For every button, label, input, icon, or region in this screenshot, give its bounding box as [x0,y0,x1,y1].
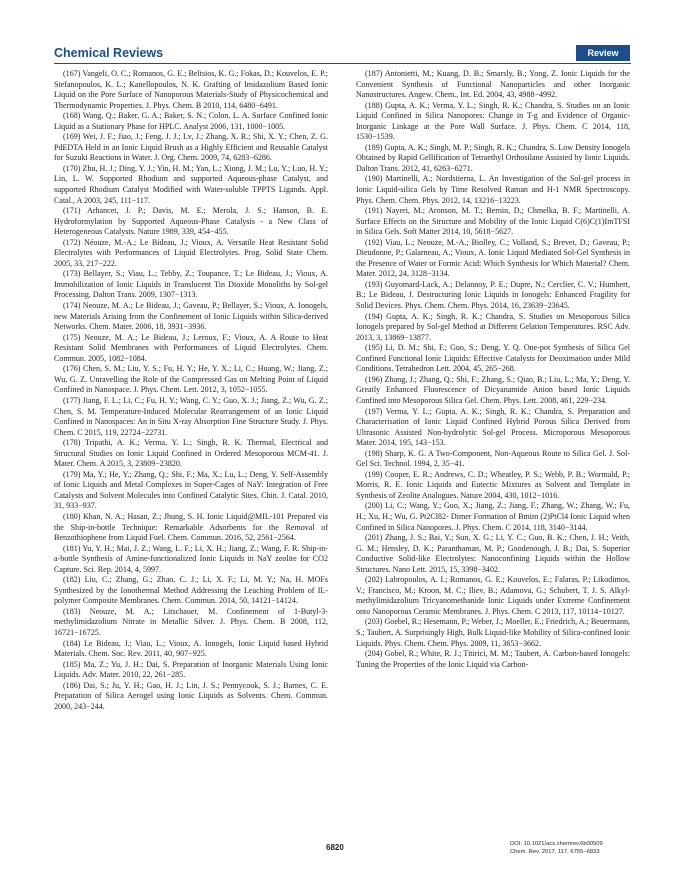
reference-entry: (177) Jiang, F. L.; Li, C.; Fu, H. Y.; Wang, C. Y.; Guo, X. J.; Jiang, Z.; Wu, G. Z.; Chen, S. M. Temperature-Induced Molecular Rearrangement of an Ionic Liquid Confined in Nanospaces: An in Situ X-ray Absorption Fine Structure Study. J. Phys. Chem. C 2015, 119, 22724−22731. [54,395,328,437]
reference-entry: (180) Khan, N. A.; Hasan, Z.; Jhung, S. H. Ionic Liquid@MIL-101 Prepared via the Ship-in-bottle Technique: Remarkable Adsorbents for the Removal of Benzothiophene from Liquid Fuel. Chem. Commun. 2016, 52, 2561−2564. [54,511,328,543]
article-type-badge: Review [576,45,630,61]
reference-entry: (204) Gobel, R.; White, R. J.; Titirici, M. M.; Taubert, A. Carbon-based Ionogels: Tuning the Properties of the Ionic Liquid via Carbon- [356,649,630,669]
reference-entry: (188) Gupta, A. K.; Verma, Y. L.; Singh, R. K.; Chandra, S. Studies on an Ionic Liquid Confined in Silica Nanopores: Change in T-g and Evidence of Organic-Inorganic Linkage at the Pore Wall Surface. J. Phys. Chem. C 2014, 118, 1530−1539. [356,100,630,142]
reference-entry: (192) Viau, L.; Neouze, M.-A.; Biolley, C.; Volland, S.; Brevet, D.; Gaveau, P.; Dieudonne, P.; Galarneau, A.; Vioux, A. Ionic Liquid Mediated Sol-Gel Synthesis in the Presence of Water or Formic Acid: Which Synthesis for Which Material? Chem. Mater. 2012, 24, 3128−3134. [356,237,630,279]
reference-entry: (182) Liu, C.; Zhang, G.; Zhao, C. J.; Li, X. F.; Li, M. Y.; Na, H. MOFs Synthesized by the Ionothermal Method Addressing the Leaching Problem of IL-polymer Composite Membranes. Chem. Commun. 2014, 50, 14121−14124. [54,575,328,606]
reference-entry: (191) Nayeri, M.; Aronson, M. T.; Bernin, D.; Chmelka, B. F.; Martinelli, A. Surface Effects on the Structure and Mobility of the Ionic Liquid C(6)C(1)ImTFSI in Silica Gels. Soft Matter 2014, 10, 5618−5627. [356,206,630,237]
reference-entry: (174) Neouze, M. A.; Le Bideau, J.; Gaveau, P.; Bellayer, S.; Vioux, A. Ionogels, new Materials Arising from the Confinement of Ionic Liquids within Silica-derived Networks. Chem. Mater. 2006, 18, 3931−3936. [54,301,328,332]
footer-citation-block [510,841,632,856]
reference-entry: (171) Arhancet, J. P.; Davis, M. E.; Merola, J. S.; Hanson, B. E. Hydroformylation by Supported Aqueous-Phase Catalysis - a New Class of Heterogeneous Catalysts. Nature 1989, 339, 454−455. [54,206,328,237]
reference-entry: (200) Li, C.; Wang, Y.; Guo, X.; Jiang, Z.; Jiang, F.; Zhang, W.; Zhang, W.; Fu, H.; Xu, H.; Wu, G. Pt2Cl82- Dimer Formation of Bmim (2)PtCl4 Ionic Liquid when Confined in Silica Nanopores. J. Phys. Chem. C 2014, 118, 3140−3144. [356,501,630,532]
reference-entry: (185) Ma, Z.; Yu, J. H.; Dai, S. Preparation of Inorganic Materials Using Ionic Liquids. Adv. Mater. 2010, 22, 261−285. [54,659,328,680]
page-number: 6820 [326,843,344,852]
references-left-column [54,69,328,829]
reference-entry: (172) Néouze, M.-A.; Le Bideau, J.; Vioux, A. Versatile Heat Resistant Solid Electrolytes with Performances of Liquid Electrolytes. Prog. Solid State Chem. 2005, 33, 217−222. [54,237,328,268]
reference-entry: (189) Gupta, A. K.; Singh, M. P.; Singh, R. K.; Chandra, S. Low Density Ionogels Obtained by Rapid Gellification of Tetraethyl Orthosilane Assisted by Ionic Liquids. Dalton Trans. 2012, 41, 6263−6271. [356,142,630,173]
reference-entry: (187) Antonietti, M.; Kuang, D. B.; Smarsly, B.; Yong, Z. Ionic Liquids for the Convenient Synthesis of Functional Nanoparticles and other Inorganic Nanostructures. Angew. Chem., Int. Ed. 2004, 43, 4988−4992. [356,69,630,100]
reference-entry: (183) Neouze, M. A.; Litschauer, M. Confinement of 1-Butyl-3-methylimidazolium Nitrate in Metallic Silver. J. Phys. Chem. B 2008, 112, 16721−16725. [54,606,328,637]
reference-entry: (168) Wang, Q.; Baker, G. A.; Baker, S. N.; Colon, L. A. Surface Confined Ionic Liquid as a Stationary Phase for HPLC. Analyst 2006, 131, 1000−1005. [54,111,328,131]
references-right-column [356,69,630,849]
header-divider [54,63,631,64]
journal-citation: Chem. Rev. 2017, 117, 6755−6833 [510,848,600,855]
reference-entry: (181) Yu, Y. H.; Mai, J. Z.; Wang, L. F.; Li, X. H.; Jiang, Z.; Wang, F. R. Ship-in-a-bottle Synthesis of Amine-functionalized Ionic Liquids in NaY zeolite for CO2 Capture. Sci. Rep. 2014, 4, 5997. [54,543,328,574]
reference-entry: (179) Ma, Y.; He, Y.; Zhang, Q.; Shi, F.; Ma, X.; Lu, L.; Deng, Y. Self-Assembly of Ionic Liquids and Metal Complexes in Super-Cages of NaY: Integration of Free Catalysts and Solvent Molecules into Confined Catalytic Sites. Chin. J. Catal. 2010, 31, 933−937. [54,469,328,511]
reference-entry: (196) Zhang, J.; Zhang, Q.; Shi, F.; Zhang, S.; Qiao, B.; Liu, L.; Ma, Y.; Deng, Y. Greatly Enhanced Fluorescence of Dicyanamide Anion based Ionic Liquids Confined into Mesoporous Silica Gel. Chem. Phys. Lett. 2008, 461, 229−234. [356,374,630,405]
reference-entry: (198) Sharp, K. G. A Two-Component, Non-Aqueous Route to Silica Gel. J. Sol-Gel Sci. Technol. 1994, 2, 35−41. [356,448,630,469]
reference-entry: (201) Zhang, J. S.; Bai, Y.; Sun, X. G.; Li, Y. C.; Guo, B. K.; Chen, J. H.; Veith, G. M.; Hensley, D. K.; Paranthaman, M. P.; Goodenough, J. B.; Dai, S. Superior Conductive Solid-like Electrolytes: Nanoconfining Liquids within the Hollow Structures. Nano Lett. 2015, 15, 3398−3402. [356,533,630,574]
journal-title: Chemical Reviews [54,46,164,60]
reference-entry: (194) Gupta, A. K.; Singh, R. K.; Chandra, S. Studies on Mesoporous Silica Ionogels prepared by Sol-gel Method at Different Gelation Temperatures. RSC Adv. 2013, 3, 13869−13877. [356,311,630,342]
reference-entry: (202) Labropoulos, A. I.; Romanos, G. E.; Kouvelos, E.; Falaras, P.; Likodimos, V.; Francisco, M.; Kroon, M. C.; Iliev, B.; Adamova, G.; Schubert, T. J. S. Alkyl-methylimidazolium Tricyanomethanide Ionic Liquids under Extreme Confinement onto Nanoporous Ceramic Membranes. J. Phys. Chem. C 2013, 117, 10114−10127. [356,575,630,616]
doi-link[interactable]: DOI: 10.1021/acs.chemrev.6b00509 [510,841,603,847]
reference-entry: (170) Zhu, H. J.; Ding, Y. J.; Yin, H. M.; Yan, L.; Xiong, J. M.; Lu, Y.; Luo, H. Y.; Lin, L. W. Supported Rhodium and supported Aqueous-phase Catalyst, and supported Rhodium Catalyst Modified with Water-soluble TPPTS Ligands. Appl. Catal., A 2003, 245, 111−117. [54,163,328,205]
reference-entry: (176) Chen, S. M.; Liu, Y. S.; Fu, H. Y.; He, Y. X.; Li, C.; Huang, W.; Jiang, Z.; Wu, G. Z. Unravelling the Role of the Compressed Gas on Melting Point of Liquid Confined in Nanospace. J. Phys. Chem. Lett. 2012, 3, 1052−1055. [54,364,328,395]
reference-entry: (203) Goebel, R.; Hesemann, P.; Weber, J.; Moeller, E.; Friedrich, A.; Beuermann, S.; Taubert, A. Surprisingly High, Bulk Liquid-like Mobility of Silica-confined Ionic Liquids. Phys. Chem. Chem. Phys. 2009, 11, 3653−3662. [356,617,630,648]
reference-entry: (197) Verma, Y. L.; Gupta, A. K.; Singh, R. K.; Chandra, S. Preparation and Characterisation of Ionic Liquid Confined Hybrid Porous Silica Derived from Ultrasonic Assisted Non-hydrolytic Sol-gel Process. Microporous Mesoporous Mater. 2014, 195, 143−153. [356,406,630,448]
reference-entry: (167) Vangeli, O. C.; Romanos, G. E.; Beltsios, K. G.; Fokas, D.; Kouvelos, E. P.; Stefanopoulos, K. L.; Kanellopoulos, N. K. Grafting of Imidazolium Based Ionic Liquid on the Pore Surface of Nanoporous Materials-Study of Physicochemical and Thermodynamic Properties. J. Phys. Chem. B 2010, 114, 6480−6491. [54,69,328,110]
reference-entry: (178) Tripathi, A. K.; Verma, Y. L.; Singh, R. K. Thermal, Electrical and Structural Studies on Ionic Liquid Confined in Ordered Mesoporous MCM-41. J. Mater. Chem. A 2015, 3, 23809−23820. [54,438,328,469]
reference-entry: (195) Li, D. M.; Shi, F.; Guo, S.; Deng, Y. Q. One-pot Synthesis of Silica Gel Confined Functional Ionic Liquids: Effective Catalysts for Deoximation under Mild Conditions. Tetrahedron Lett. 2004, 45, 265−268. [356,343,630,374]
reference-entry: (169) Wei, J. F.; Jiao, J.; Feng, J. J.; Lv, J.; Zhang, X. R.; Shi, X. Y.; Chen, Z. G. PdEDTA Held in an Ionic Liquid Brush as a Highly Efficient and Reusable Catalyst for Suzuki Reactions in Water. J. Org. Chem. 2009, 74, 6283−6286. [54,132,328,163]
reference-entry: (186) Dai, S.; Ju, Y. H.; Gao, H. J.; Lin, J. S.; Pennycook, S. J.; Barnes, C. E. Preparation of Silica Aerogel using Ionic Liquids as Solvents. Chem. Commun. 2000, 243−244. [54,680,328,711]
reference-entry: (173) Bellayer, S.; Viau, L.; Tebby, Z.; Toupance, T.; Le Bideau, J.; Vioux, A. Immobilization of Ionic Liquids in Translucent Tin Dioxide Monoliths by Sol-gel Processing. Dalton Trans. 2009, 1307−1313. [54,269,328,300]
reference-entry: (190) Martinelli, A.; Nordstierna, L. An Investigation of the Sol-gel process in Ionic Liquid-silica Gels by Time Resolved Raman and H-1 NMR Spectroscopy. Phys. Chem. Chem. Phys. 2012, 14, 13216−13223. [356,174,630,205]
reference-entry: (193) Guyomard-Lack, A.; Delannoy, P. E.; Dupre, N.; Cerclier, C. V.; Humbert, B.; Le Bideau, J. Destructuring Ionic Liquids in Ionogels: Enhanced Fragility for Solid Devices. Phys. Chem. Chem. Phys. 2014, 16, 23639−23645. [356,279,630,311]
reference-entry: (175) Neouze, M. A.; Le Bideau, J.; Leroux, F.; Vioux, A. A Route to Heat Resistant Solid Membranes with Performances of Liquid Electrolytes. Chem. Commun. 2005, 1082−1084. [54,332,328,363]
reference-entry: (184) Le Bideau, J.; Viau, L.; Vioux, A. Ionogels, Ionic Liquid based Hybrid Materials. Chem. Soc. Rev. 2011, 40, 907−925. [54,638,328,659]
reference-entry: (199) Cooper, E. R.; Andrews, C. D.; Wheatley, P. S.; Webb, P. B.; Wormald, P.; Morris, R. E. Ionic Liquids and Eutectic Mixtures as Solvent and Template in Synthesis of Zeolite Analogues. Nature 2004, 430, 1012−1016. [356,469,630,500]
